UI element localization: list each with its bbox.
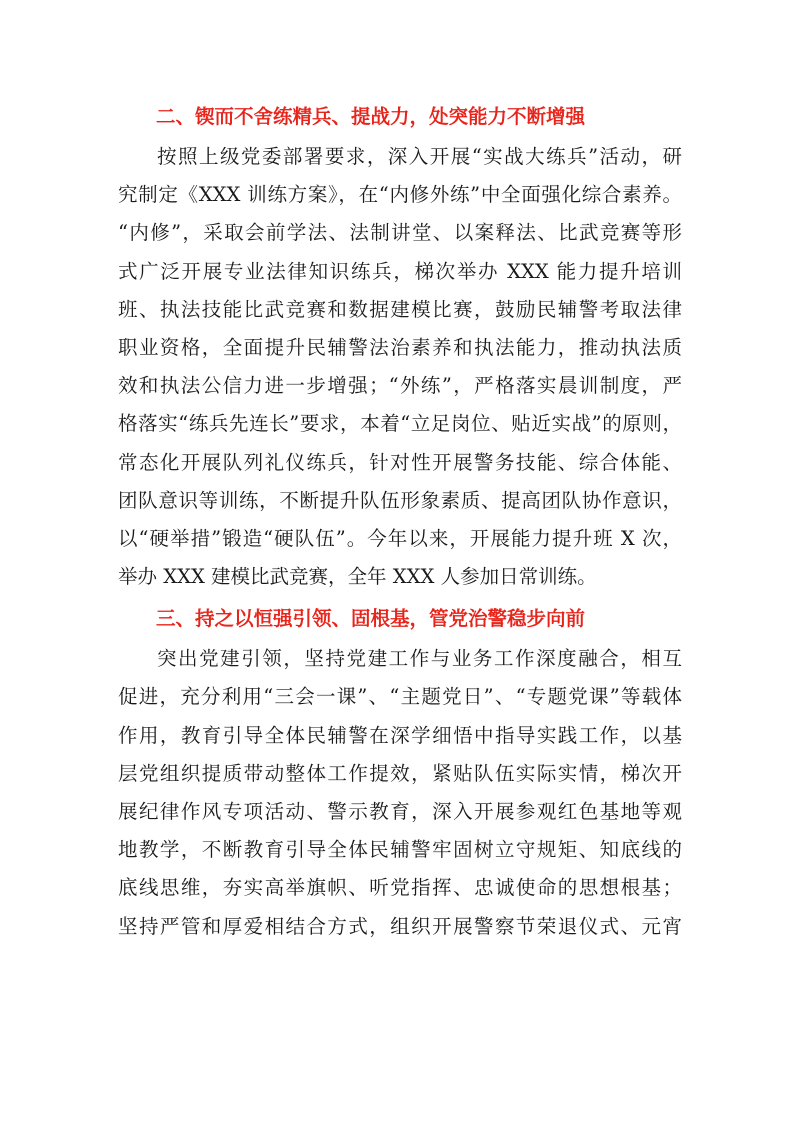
- paragraph-line: 常态化开展队列礼仪练兵，针对性开展警务技能、综合体能、: [118, 450, 682, 474]
- paragraph-line: 职业资格，全面提升民辅警法治素养和执法能力，推动执法质: [118, 335, 682, 359]
- paragraph-line: 格落实“练兵先连长”要求，本着“立足岗位、贴近实战”的原则，: [118, 412, 682, 436]
- paragraph-line: 效和执法公信力进一步增强；“外练”，严格落实晨训制度，严: [118, 374, 682, 398]
- paragraph-line: 底线思维，夯实高举旗帜、听党指挥、忠诚使命的思想根基；: [118, 876, 682, 900]
- paragraph-line: 突出党建引领，坚持党建工作与业务工作深度融合，相互: [157, 647, 682, 671]
- paragraph-line: 举办 XXX 建模比武竞赛，全年 XXX 人参加日常训练。: [118, 565, 597, 589]
- section-heading-2: 二、锲而不舍练精兵、提战力，处突能力不断增强: [156, 105, 586, 128]
- paragraph-line: 坚持严管和厚爱相结合方式，组织开展警察节荣退仪式、元宵: [118, 914, 682, 938]
- section-heading-3: 三、持之以恒强引领、固根基，管党治警稳步向前: [156, 607, 586, 631]
- document-body: [118, 96, 682, 946]
- section-2-paragraph: [118, 138, 682, 596]
- paragraph-line: 展纪律作风专项活动、警示教育，深入开展参观红色基地等观: [118, 800, 682, 823]
- section-3-paragraph: [118, 640, 682, 946]
- paragraph-line: 以“硬举措”锻造“硬队伍”。今年以来，开展能力提升班 X 次，: [118, 526, 682, 550]
- paragraph-line: 班、执法技能比武竞赛和数据建模比赛，鼓励民辅警考取法律: [118, 297, 682, 321]
- paragraph-line: 究制定《XXX 训练方案》，在“内修外练”中全面强化综合素养。: [118, 183, 682, 207]
- paragraph-line: “内修”，采取会前学法、法制讲堂、以案释法、比武竞赛等形: [118, 221, 682, 245]
- paragraph-line: 按照上级党委部署要求，深入开展“实战大练兵”活动，研: [157, 145, 682, 168]
- paragraph-line: 促进，充分利用“三会一课”、“主题党日”、“专题党课”等载体: [118, 685, 682, 709]
- paragraph-line: 作用，教育引导全体民辅警在深学细悟中指导实践工作，以基: [118, 723, 682, 747]
- paragraph-line: 团队意识等训练，不断提升队伍形象素质、提高团队协作意识，: [118, 488, 682, 512]
- paragraph-line: 式广泛开展专业法律知识练兵，梯次举办 XXX 能力提升培训: [118, 259, 682, 283]
- paragraph-line: 层党组织提质带动整体工作提效，紧贴队伍实际实情，梯次开: [118, 761, 682, 785]
- paragraph-line: 地教学，不断教育引导全体民辅警牢固树立守规矩、知底线的: [118, 838, 682, 862]
